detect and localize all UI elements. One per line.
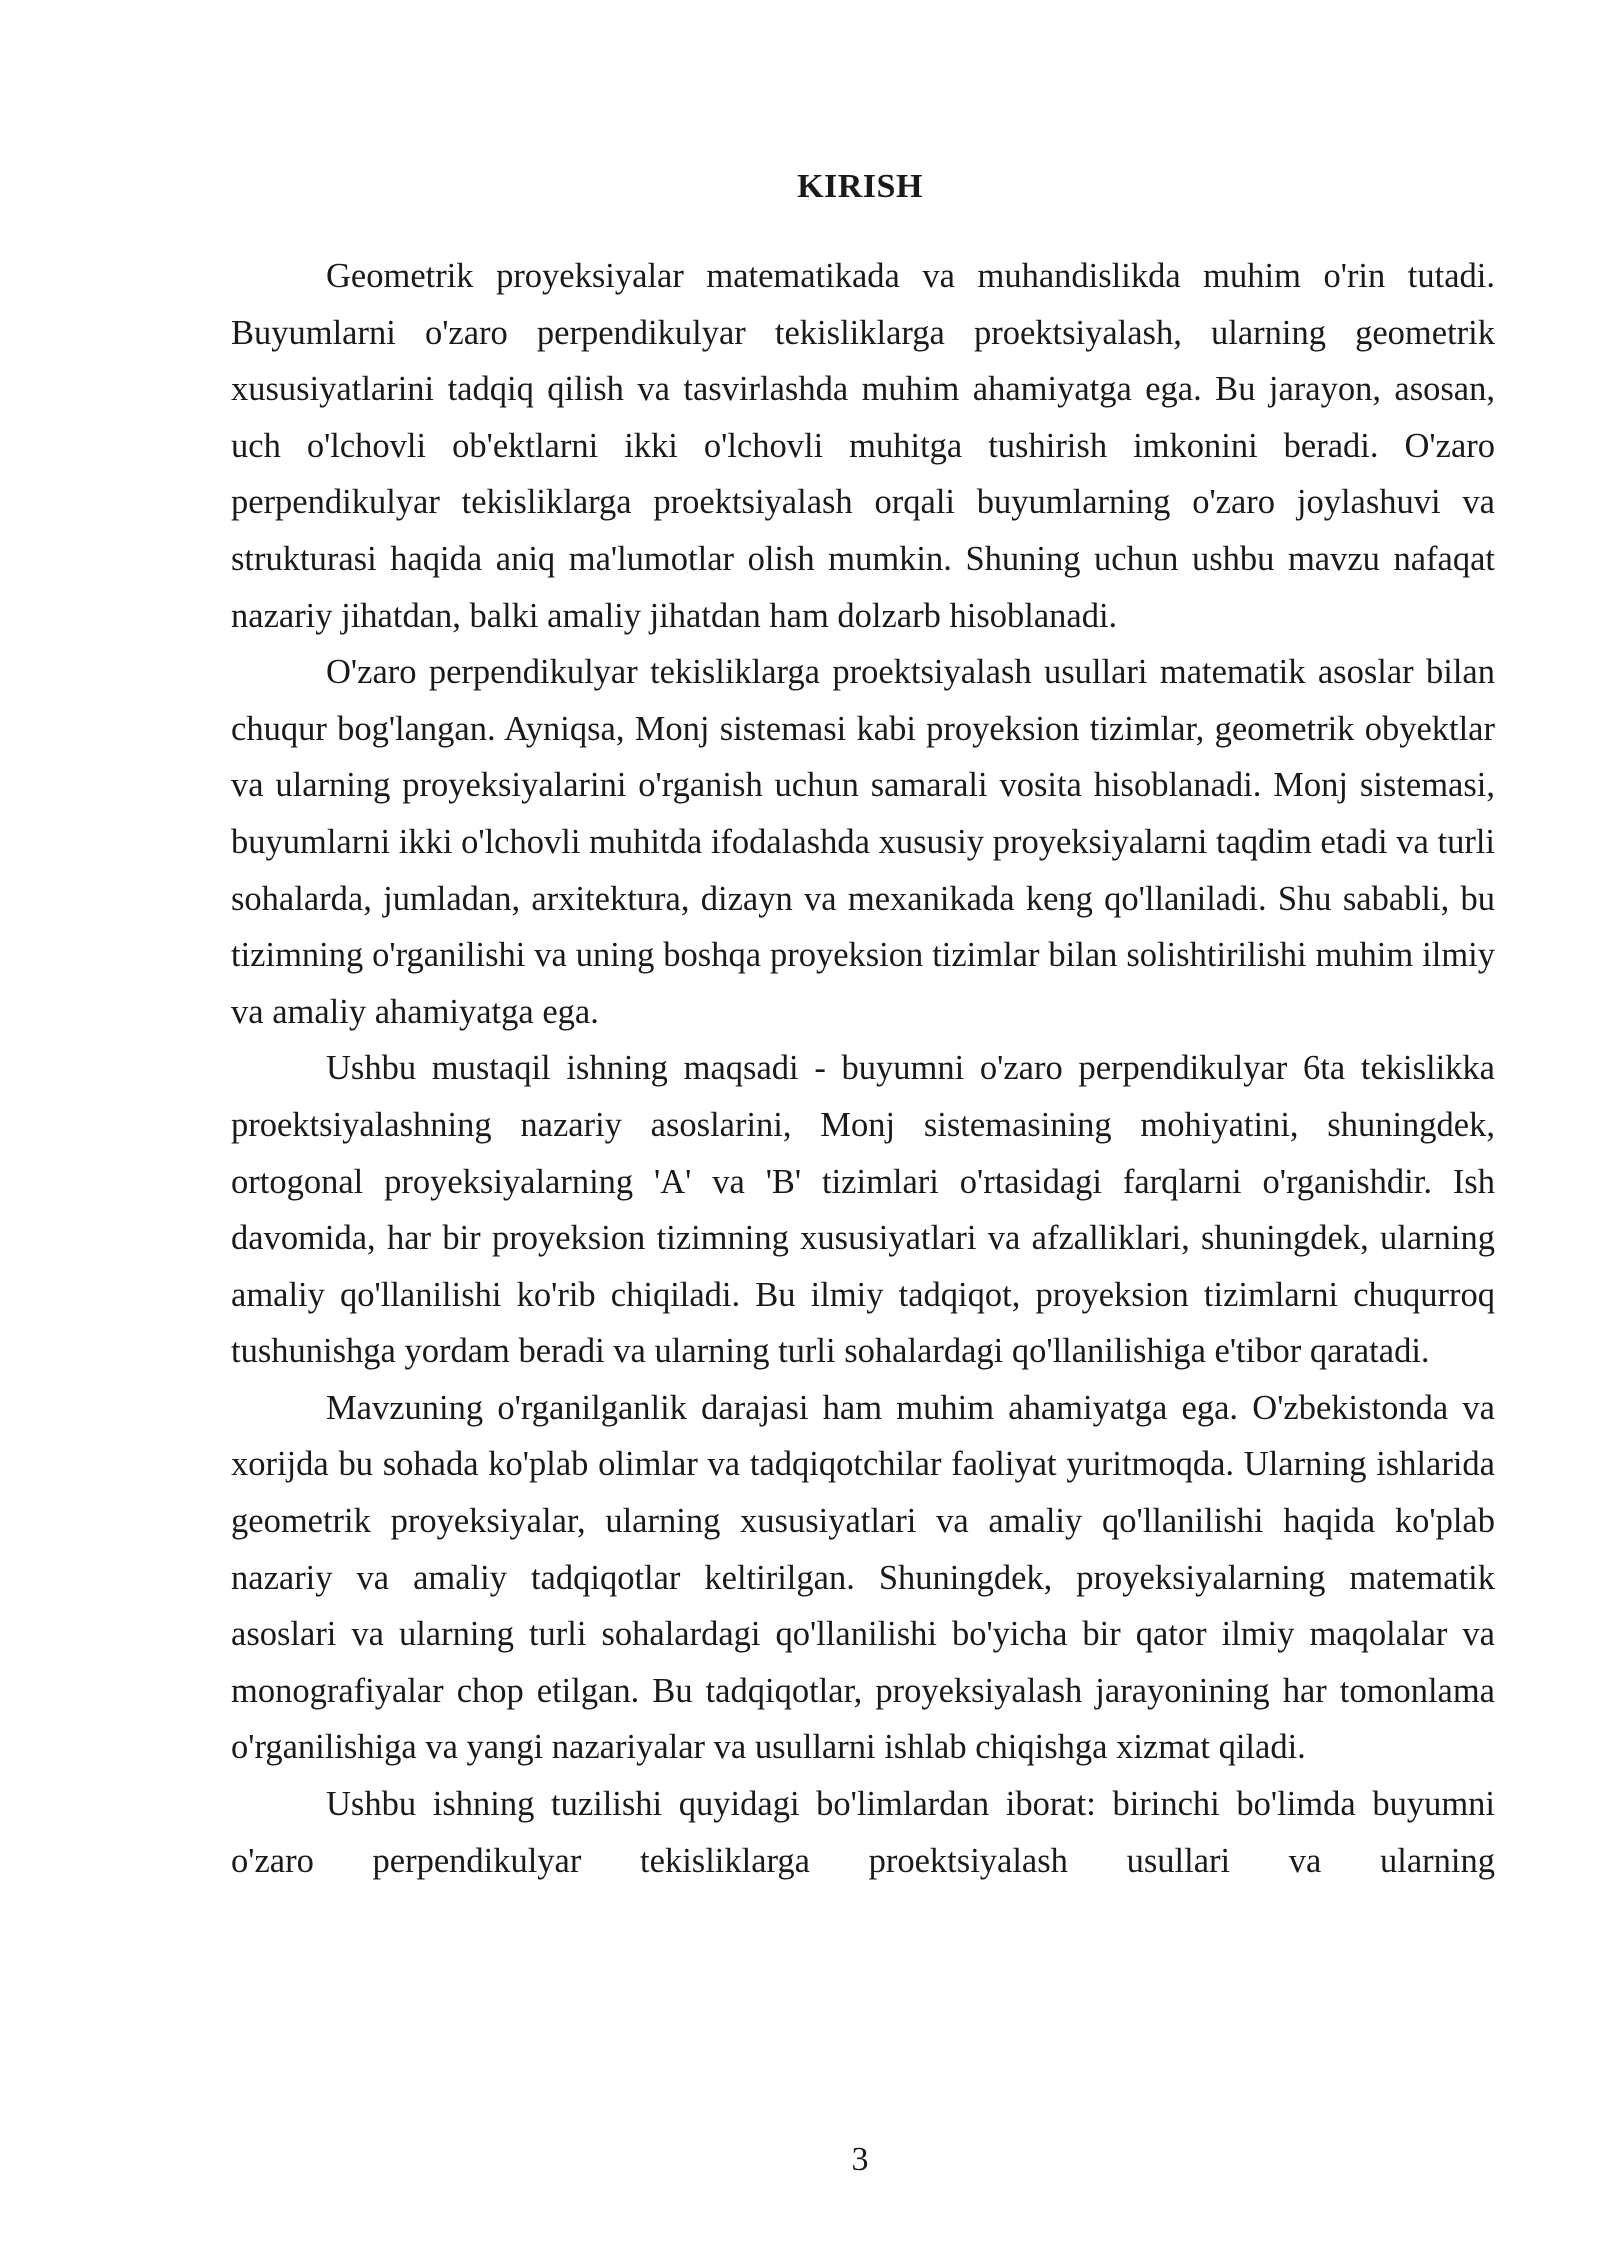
- paragraph-4: Mavzuning o'rganilganlik darajasi ham muhim ahamiyatga ega. O'zbekistonda va xorijda bu sohada ko'plab olimlar va tadqiqotchilar faoliyat yuritmoqda. Ularning ishlarida geometrik proyeksiyalar, ularning xususiyatlari va amaliy qo'llanilishi haqida ko'plab nazariy va amaliy tadqiqotlar keltirilgan. Shuningdek, proyeksiyalarning matematik asoslari va ularning turli sohalardagi qo'llanilishi bo'yicha bir qator ilmiy maqolalar va monografiyalar chop etilgan. Bu tadqiqotlar, proyeksiyalash jarayonining har tomonlama o'rganilishiga va yangi nazariyalar va usullarni ishlab chiqishga xizmat qiladi.: [231, 1388, 1495, 1767]
- paragraph-3: Ushbu mustaqil ishning maqsadi - buyumni o'zaro perpendikulyar 6ta tekislikka proektsiyalashning nazariy asoslarini, Monj sistemasining mohiyatini, shuningdek, ortogonal proyeksiyalarning 'A' va 'B' tizimlari o'rtasidagi farqlarni o'rganishdir. Ish davomida, har bir proyeksion tizimning xususiyatlari va afzalliklari, shuningdek, ularning amaliy qo'llanilishi ko'rib chiqiladi. Bu ilmiy tadqiqot, proyeksion tizimlarni chuqurroq tushunishga yordam beradi va ularning turli sohalardagi qo'llanilishiga e'tibor qaratadi.: [231, 1049, 1495, 1371]
- document-body: [231, 248, 1495, 1889]
- paragraph-2: O'zaro perpendikulyar tekisliklarga proektsiyalash usullari matematik asoslar bilan chuqur bog'langan. Ayniqsa, Monj sistemasi kabi proyeksion tizimlar, geometrik obyektlar va ularning proyeksiyalarini o'rganish uchun samarali vosita hisoblanadi. Monj sistemasi, buyumlarni ikki o'lchovli muhitda ifodalashda xususiy proyeksiyalarni taqdim etadi va turli sohalarda, jumladan, arxitektura, dizayn va mexanikada keng qo'llaniladi. Shu sababli, bu tizimning o'rganilishi va uning boshqa proyeksion tizimlar bilan solishtirilishi muhim ilmiy va amaliy ahamiyatga ega.: [231, 653, 1495, 1031]
- page-number: 3: [851, 2141, 869, 2178]
- page-title: KIRISH: [797, 168, 923, 205]
- paragraph-5: Ushbu ishning tuzilishi quyidagi bo'limlardan iborat: birinchi bo'limda buyumni o'zaro perpendikulyar tekisliklarga proektsiyalash usullari va ularning: [231, 1785, 1495, 1880]
- paragraph-1: Geometrik proyeksiyalar matematikada va muhandislikda muhim o'rin tutadi. Buyumlarni o'zaro perpendikulyar tekisliklarga proektsiyalash, ularning geometrik xususiyatlarini tadqiq qilish va tasvirlashda muhim ahamiyatga ega. Bu jarayon, asosan, uch o'lchovli ob'ektlarni ikki o'lchovli muhitga tushirish imkonini beradi. O'zaro perpendikulyar tekisliklarga proektsiyalash orqali buyumlarning o'zaro joylashuvi va strukturasi haqida aniq ma'lumotlar olish mumkin. Shuning uchun ushbu mavzu nafaqat nazariy jihatdan, balki amaliy jihatdan ham dolzarb hisoblanadi.: [231, 257, 1495, 635]
